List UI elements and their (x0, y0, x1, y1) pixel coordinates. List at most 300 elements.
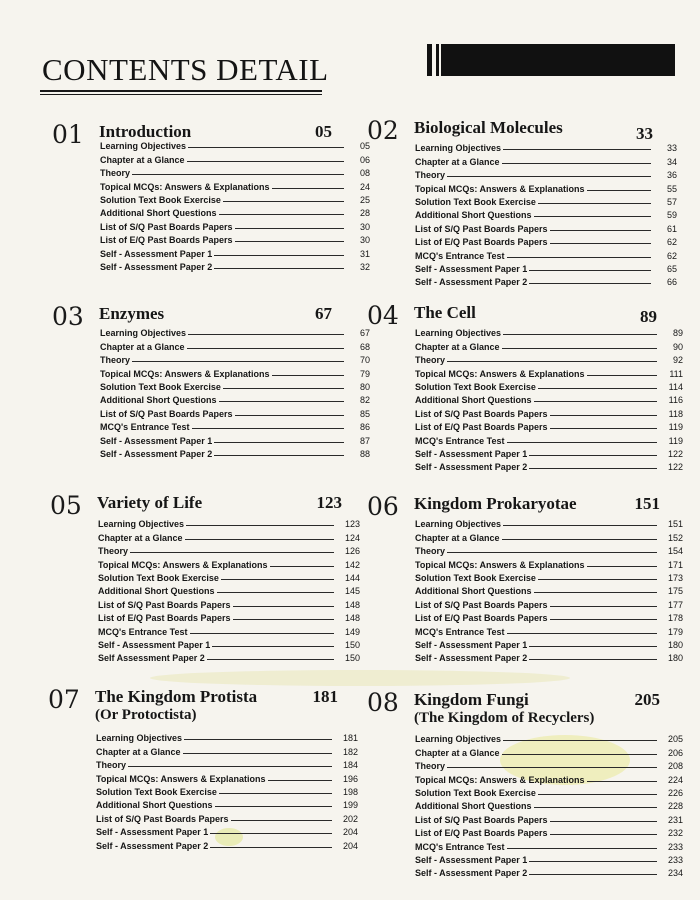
chapter-05 (50, 491, 360, 664)
entry-label: Theory (100, 355, 131, 366)
leader-line (507, 633, 658, 634)
entry-page: 111 (669, 368, 683, 379)
leader-line (587, 190, 651, 191)
toc-entry[interactable] (415, 365, 683, 378)
toc-entry[interactable] (415, 207, 677, 220)
entry-page: 67 (359, 328, 370, 339)
entry-label: Solution Text Book Exercise (98, 572, 219, 583)
leader-line (538, 794, 657, 795)
chapter-header (367, 301, 657, 330)
leader-line (186, 525, 334, 526)
toc-entry[interactable] (415, 446, 683, 459)
toc-entry[interactable] (98, 637, 360, 650)
entry-page: 90 (672, 341, 683, 352)
entry-label: MCQ's Entrance Test (415, 841, 505, 852)
entry-label: Theory (96, 760, 127, 771)
leader-line (550, 619, 657, 620)
leader-line (235, 415, 344, 416)
toc-entry[interactable] (415, 392, 683, 405)
entry-label: Self - Assessment Paper 1 (415, 263, 528, 274)
entry-label: List of E/Q Past Boards Papers (100, 235, 233, 246)
chapter-04 (367, 301, 683, 473)
toc-entry[interactable] (415, 798, 683, 811)
leader-line (447, 361, 657, 362)
leader-line (128, 766, 332, 767)
entry-label: Theory (415, 355, 446, 366)
entry-page: 122 (667, 448, 683, 459)
entry-page: 31 (359, 248, 370, 259)
toc-entry[interactable] (96, 730, 358, 743)
entry-label: Self Assessment Paper 2 (98, 653, 205, 664)
leader-line (447, 767, 657, 768)
entry-label: Topical MCQs: Answers & Explanations (415, 774, 585, 785)
toc-entry[interactable] (100, 245, 370, 258)
leader-line (214, 442, 344, 443)
entry-page: 86 (359, 422, 370, 433)
entry-label: Topical MCQs: Answers & Explanations (98, 559, 268, 570)
entry-label: MCQ's Entrance Test (415, 250, 505, 261)
toc-entry[interactable] (415, 338, 683, 351)
toc-entry[interactable] (415, 771, 683, 784)
entry-label: Additional Short Questions (98, 586, 215, 597)
entry-page: 24 (359, 181, 370, 192)
entry-page: 80 (359, 381, 370, 392)
leader-line (268, 780, 332, 781)
toc-entry[interactable] (415, 650, 683, 663)
entry-page: 116 (668, 395, 683, 406)
toc-entry[interactable] (98, 610, 360, 623)
entry-page: 232 (667, 828, 683, 839)
toc-entry[interactable] (100, 178, 370, 191)
leader-line (550, 415, 657, 416)
chapter-page: 33 (636, 124, 653, 143)
leader-line (550, 243, 651, 244)
entry-page: 123 (344, 519, 360, 530)
toc-entry[interactable] (415, 194, 677, 207)
entry-label: Self - Assessment Paper 1 (415, 448, 528, 459)
entry-page: 178 (667, 613, 683, 624)
leader-line (503, 334, 657, 335)
entry-label: List of S/Q Past Boards Papers (415, 223, 548, 234)
entry-page: 150 (344, 653, 360, 664)
entry-page: 05 (359, 141, 370, 152)
chapter-page: 67 (315, 304, 332, 323)
leader-line (212, 646, 334, 647)
entry-label: List of E/Q Past Boards Papers (415, 422, 548, 433)
entry-page: 234 (667, 868, 683, 879)
toc-entry[interactable] (415, 261, 677, 274)
leader-line (183, 753, 332, 754)
entry-label: Self - Assessment Paper 1 (100, 248, 213, 259)
toc-entry[interactable] (100, 325, 370, 338)
entry-page: 149 (344, 626, 360, 637)
leader-line (587, 375, 657, 376)
entry-page: 184 (342, 760, 358, 771)
entry-label: List of S/Q Past Boards Papers (96, 813, 229, 824)
leader-line (215, 806, 333, 807)
leader-line (219, 793, 332, 794)
entry-label: Topical MCQs: Answers & Explanations (415, 559, 585, 570)
entry-page: 119 (668, 422, 683, 433)
entry-label: List of S/Q Past Boards Papers (98, 599, 231, 610)
entry-label: List of E/Q Past Boards Papers (415, 237, 548, 248)
leader-line (529, 455, 657, 456)
toc-entry[interactable] (415, 352, 683, 365)
entry-label: Self - Assessment Paper 2 (415, 462, 528, 473)
entry-page: 145 (344, 586, 360, 597)
leader-line (587, 566, 657, 567)
toc-entry[interactable] (415, 274, 677, 287)
toc-entry[interactable] (98, 623, 360, 636)
leader-line (221, 579, 334, 580)
leader-line (502, 348, 657, 349)
leader-line (534, 807, 658, 808)
leader-line (529, 283, 651, 284)
chapter-title[interactable]: The Kingdom Protista (95, 687, 258, 706)
entry-page: 118 (668, 408, 683, 419)
entry-page: 180 (667, 653, 683, 664)
chapter-title[interactable]: Enzymes (99, 304, 165, 323)
toc-entry[interactable] (415, 325, 683, 338)
toc-entry[interactable] (100, 432, 370, 445)
entry-label: Chapter at a Glance (415, 747, 500, 758)
entry-list (96, 730, 358, 851)
entry-label: Self - Assessment Paper 1 (100, 435, 213, 446)
entry-label: Topical MCQs: Answers & Explanations (415, 368, 585, 379)
chapter-title[interactable]: Kingdom Prokaryotae (414, 494, 577, 513)
entry-label: Theory (415, 546, 446, 557)
leader-line (587, 781, 657, 782)
entry-page: 36 (666, 170, 677, 181)
chapter-page: 181 (312, 687, 338, 706)
toc-entry[interactable] (100, 392, 370, 405)
leader-line (503, 149, 651, 150)
toc-entry[interactable] (98, 650, 360, 663)
entry-page: 177 (667, 599, 683, 610)
toc-entry[interactable] (415, 838, 683, 851)
entry-label: Theory (98, 546, 129, 557)
leader-line (219, 214, 345, 215)
toc-entry[interactable] (415, 419, 683, 432)
leader-line (270, 566, 334, 567)
toc-entry[interactable] (415, 596, 683, 609)
toc-entry[interactable] (96, 784, 358, 797)
leader-line (503, 740, 657, 741)
entry-page: 181 (342, 733, 358, 744)
chapter-title[interactable]: Kingdom Fungi (414, 690, 529, 709)
entry-page: 08 (359, 168, 370, 179)
chapter-title[interactable]: Biological Molecules (414, 118, 563, 137)
toc-entry[interactable] (100, 379, 370, 392)
highlight-smudge (150, 670, 570, 686)
toc-entry[interactable] (415, 731, 683, 744)
toc-entry[interactable] (415, 865, 683, 878)
toc-entry[interactable] (415, 432, 683, 445)
toc-entry[interactable] (415, 785, 683, 798)
toc-entry[interactable] (415, 543, 683, 556)
leader-line (529, 874, 657, 875)
leader-line (502, 539, 657, 540)
leader-line (132, 361, 344, 362)
bar-stripe (439, 44, 441, 76)
chapter-number: 03 (52, 302, 84, 331)
toc-entry[interactable] (415, 529, 683, 542)
entry-label: Additional Short Questions (415, 395, 532, 406)
toc-entry[interactable] (415, 140, 677, 153)
entry-page: 82 (359, 395, 370, 406)
toc-entry[interactable] (96, 824, 358, 837)
chapter-page: 151 (634, 494, 660, 513)
chapter-title[interactable]: Introduction (99, 122, 192, 141)
toc-entry[interactable] (415, 811, 683, 824)
entry-list (100, 138, 370, 272)
toc-entry[interactable] (96, 743, 358, 756)
entry-page: 198 (342, 786, 358, 797)
entry-page: 124 (344, 532, 360, 543)
leader-line (231, 820, 332, 821)
chapter-subtitle: (The Kingdom of Recyclers) (414, 710, 595, 726)
toc-entry[interactable] (98, 556, 360, 569)
entry-page: 57 (666, 196, 677, 207)
leader-line (529, 270, 651, 271)
leader-line (223, 201, 344, 202)
leader-line (233, 619, 334, 620)
entry-page: 224 (667, 774, 683, 785)
toc-entry[interactable] (98, 543, 360, 556)
toc-entry[interactable] (415, 852, 683, 865)
entry-label: Additional Short Questions (415, 210, 532, 221)
entry-label: List of S/Q Past Boards Papers (100, 221, 233, 232)
toc-entry[interactable] (98, 529, 360, 542)
entry-label: Chapter at a Glance (100, 154, 185, 165)
entry-page: 171 (667, 559, 683, 570)
toc-entry[interactable] (415, 234, 677, 247)
toc-entry[interactable] (100, 218, 370, 231)
entry-page: 173 (667, 572, 683, 583)
entry-label: Solution Text Book Exercise (415, 381, 536, 392)
chapter-number: 06 (367, 492, 399, 521)
leader-line (447, 176, 651, 177)
leader-line (550, 606, 657, 607)
entry-label: Learning Objectives (100, 141, 187, 152)
entry-label: Self - Assessment Paper 1 (415, 854, 528, 865)
entry-label: MCQ's Entrance Test (98, 626, 188, 637)
entry-label: MCQ's Entrance Test (415, 435, 505, 446)
entry-page: 114 (668, 381, 683, 392)
entry-page: 208 (667, 761, 683, 772)
entry-label: Learning Objectives (98, 519, 185, 530)
toc-entry[interactable] (415, 405, 683, 418)
toc-entry[interactable] (415, 153, 677, 166)
entry-label: List of S/Q Past Boards Papers (415, 814, 548, 825)
leader-line (214, 255, 344, 256)
title-underline (40, 90, 322, 95)
entry-label: Solution Text Book Exercise (100, 381, 221, 392)
leader-line (184, 739, 332, 740)
toc-entry[interactable] (100, 205, 370, 218)
toc-entry[interactable] (96, 770, 358, 783)
leader-line (529, 646, 657, 647)
chapter-03 (52, 302, 370, 459)
leader-line (188, 147, 344, 148)
entry-page: 151 (667, 519, 683, 530)
toc-entry[interactable] (415, 459, 683, 472)
leader-line (192, 428, 345, 429)
entry-label: Additional Short Questions (100, 395, 217, 406)
entry-label: Self - Assessment Paper 2 (96, 840, 209, 851)
entry-page: 148 (344, 599, 360, 610)
entry-page: 179 (667, 626, 683, 637)
toc-entry[interactable] (415, 744, 683, 757)
toc-entry[interactable] (415, 180, 677, 193)
toc-entry[interactable] (415, 516, 683, 529)
entry-label: Self - Assessment Paper 2 (100, 448, 213, 459)
toc-entry[interactable] (415, 570, 683, 583)
leader-line (502, 754, 657, 755)
toc-entry[interactable] (100, 192, 370, 205)
leader-line (233, 606, 334, 607)
entry-label: Learning Objectives (415, 734, 502, 745)
leader-line (503, 525, 657, 526)
entry-label: Self - Assessment Paper 1 (98, 639, 211, 650)
leader-line (507, 848, 658, 849)
leader-line (187, 161, 344, 162)
toc-entry[interactable] (96, 810, 358, 823)
toc-entry[interactable] (96, 757, 358, 770)
toc-entry[interactable] (100, 259, 370, 272)
entry-label: List of E/Q Past Boards Papers (415, 828, 548, 839)
leader-line (550, 428, 657, 429)
toc-entry[interactable] (98, 583, 360, 596)
entry-page: 25 (359, 194, 370, 205)
toc-entry[interactable] (100, 232, 370, 245)
toc-entry[interactable] (100, 419, 370, 432)
entry-label: Learning Objectives (415, 519, 502, 530)
toc-entry[interactable] (415, 247, 677, 260)
entry-page: 87 (359, 435, 370, 446)
leader-line (529, 468, 657, 469)
toc-entry[interactable] (415, 167, 677, 180)
toc-entry[interactable] (415, 623, 683, 636)
leader-line (210, 847, 332, 848)
entry-label: Solution Text Book Exercise (96, 786, 217, 797)
leader-line (214, 268, 344, 269)
entry-page: 79 (359, 368, 370, 379)
toc-entry[interactable] (100, 151, 370, 164)
entry-label: List of E/Q Past Boards Papers (98, 613, 231, 624)
chapter-page: 205 (634, 690, 660, 709)
entry-page: 59 (666, 210, 677, 221)
leader-line (534, 216, 652, 217)
toc-entry[interactable] (415, 610, 683, 623)
entry-page: 70 (359, 355, 370, 366)
leader-line (210, 833, 332, 834)
entry-label: Chapter at a Glance (415, 532, 500, 543)
toc-entry[interactable] (415, 379, 683, 392)
bar-stripe (432, 44, 436, 76)
toc-entry[interactable] (96, 797, 358, 810)
entry-label: Topical MCQs: Answers & Explanations (100, 368, 270, 379)
entry-label: Self - Assessment Paper 2 (415, 868, 528, 879)
entry-label: Self - Assessment Paper 1 (415, 639, 528, 650)
toc-entry[interactable] (100, 138, 370, 151)
toc-entry[interactable] (415, 583, 683, 596)
entry-page: 196 (342, 773, 358, 784)
entry-label: Topical MCQs: Answers & Explanations (100, 181, 270, 192)
toc-entry[interactable] (100, 405, 370, 418)
entry-list (415, 140, 677, 287)
chapter-number: 08 (367, 688, 399, 717)
toc-entry[interactable] (100, 365, 370, 378)
toc-entry[interactable] (98, 596, 360, 609)
toc-entry[interactable] (100, 352, 370, 365)
chapter-title[interactable]: Variety of Life (97, 493, 203, 512)
toc-entry[interactable] (100, 165, 370, 178)
entry-list (98, 516, 360, 663)
entry-page: 68 (359, 341, 370, 352)
leader-line (538, 579, 657, 580)
leader-line (130, 552, 334, 553)
entry-label: Chapter at a Glance (415, 156, 500, 167)
toc-entry[interactable] (415, 637, 683, 650)
leader-line (550, 834, 657, 835)
leader-line (272, 188, 344, 189)
chapter-title[interactable]: The Cell (414, 303, 476, 322)
toc-entry[interactable] (415, 758, 683, 771)
entry-label: Theory (415, 170, 446, 181)
entry-label: Solution Text Book Exercise (100, 194, 221, 205)
entry-page: 33 (666, 143, 677, 154)
entry-label: Additional Short Questions (415, 586, 532, 597)
toc-entry[interactable] (98, 516, 360, 529)
toc-entry[interactable] (96, 837, 358, 850)
entry-label: List of S/Q Past Boards Papers (100, 408, 233, 419)
leader-line (507, 442, 658, 443)
entry-page: 62 (666, 237, 677, 248)
leader-line (235, 228, 344, 229)
entry-page: 126 (344, 546, 360, 557)
toc-entry[interactable] (100, 446, 370, 459)
leader-line (534, 401, 658, 402)
chapter-page: 123 (316, 493, 342, 512)
chapter-number: 02 (367, 116, 399, 145)
chapter-02 (367, 116, 677, 288)
toc-entry[interactable] (98, 570, 360, 583)
leader-line (272, 375, 344, 376)
entry-label: Theory (415, 761, 446, 772)
entry-page: 231 (667, 814, 683, 825)
toc-entry[interactable] (415, 556, 683, 569)
chapter-header (52, 302, 332, 331)
entry-label: Learning Objectives (100, 328, 187, 339)
entry-page: 148 (344, 613, 360, 624)
entry-page: 32 (359, 261, 370, 272)
toc-entry[interactable] (415, 825, 683, 838)
entry-page: 182 (342, 746, 358, 757)
toc-entry[interactable] (415, 220, 677, 233)
toc-entry[interactable] (100, 338, 370, 351)
entry-page: 122 (667, 462, 683, 473)
leader-line (538, 388, 657, 389)
entry-page: 142 (344, 559, 360, 570)
entry-label: Theory (100, 168, 131, 179)
chapter-number: 07 (48, 685, 80, 714)
entry-page: 62 (666, 250, 677, 261)
leader-line (188, 334, 344, 335)
leader-line (529, 861, 657, 862)
leader-line (185, 539, 334, 540)
entry-page: 65 (666, 263, 677, 274)
